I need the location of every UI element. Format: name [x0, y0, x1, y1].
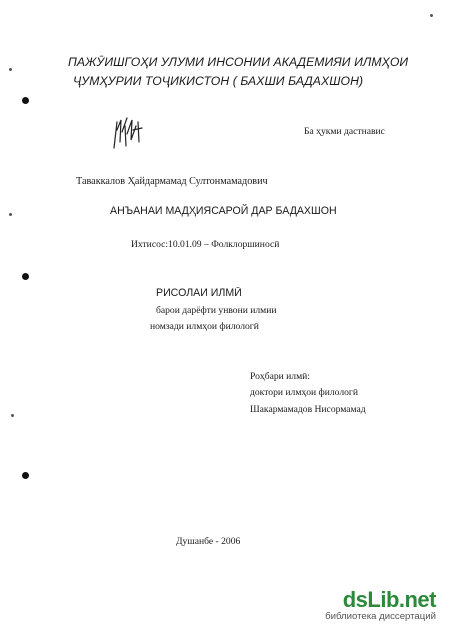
thesis-heading: РИСОЛАИ ИЛМӢ [156, 287, 242, 299]
dissertation-title: АНЪАНАИ МАДҲИЯСАРОЙ ДАР БАДАХШОН [110, 205, 337, 217]
scan-speck [9, 213, 12, 216]
punch-hole-top [22, 97, 29, 104]
thesis-line-1: барои дарёфти унвони илмии [156, 305, 277, 316]
watermark-logo[interactable]: dsLib.net [342, 587, 436, 612]
punch-hole-bottom [22, 472, 29, 479]
scan-speck [430, 14, 433, 17]
scan-speck [9, 68, 12, 71]
thesis-line-2: номзади илмҳои филологӣ [150, 321, 259, 332]
author-name: Таваккалов Ҳайдармамад Султонмамадович [76, 176, 268, 187]
place-year: Душанбе - 2006 [176, 536, 241, 547]
scan-speck [11, 414, 14, 417]
supervisor-label: Роҳбари илмӣ: [250, 371, 310, 382]
supervisor-degree: доктори илмҳои филологӣ [250, 387, 358, 398]
manuscript-note: Ба ҳукми дастнавис [304, 126, 385, 137]
specialty: Ихтисос:10.01.09 – Фолклоршиносӣ [131, 239, 280, 250]
supervisor-name: Шакармамадов Нисормамад [250, 404, 366, 415]
institution-line-2: ҶУМҲУРИИ ТОҶИКИСТОН ( БАХШИ БАДАХШОН) [73, 74, 364, 88]
institution-line-1: ПАЖӮИШГОҲИ УЛУМИ ИНСОНИИ АКАДЕМИЯИ ИЛМҲОИ [68, 55, 409, 69]
watermark[interactable] [324, 587, 436, 627]
signature-icon [108, 112, 158, 152]
watermark-subtitle: библиотека диссертаций [325, 611, 436, 622]
punch-hole-mid [22, 273, 29, 280]
